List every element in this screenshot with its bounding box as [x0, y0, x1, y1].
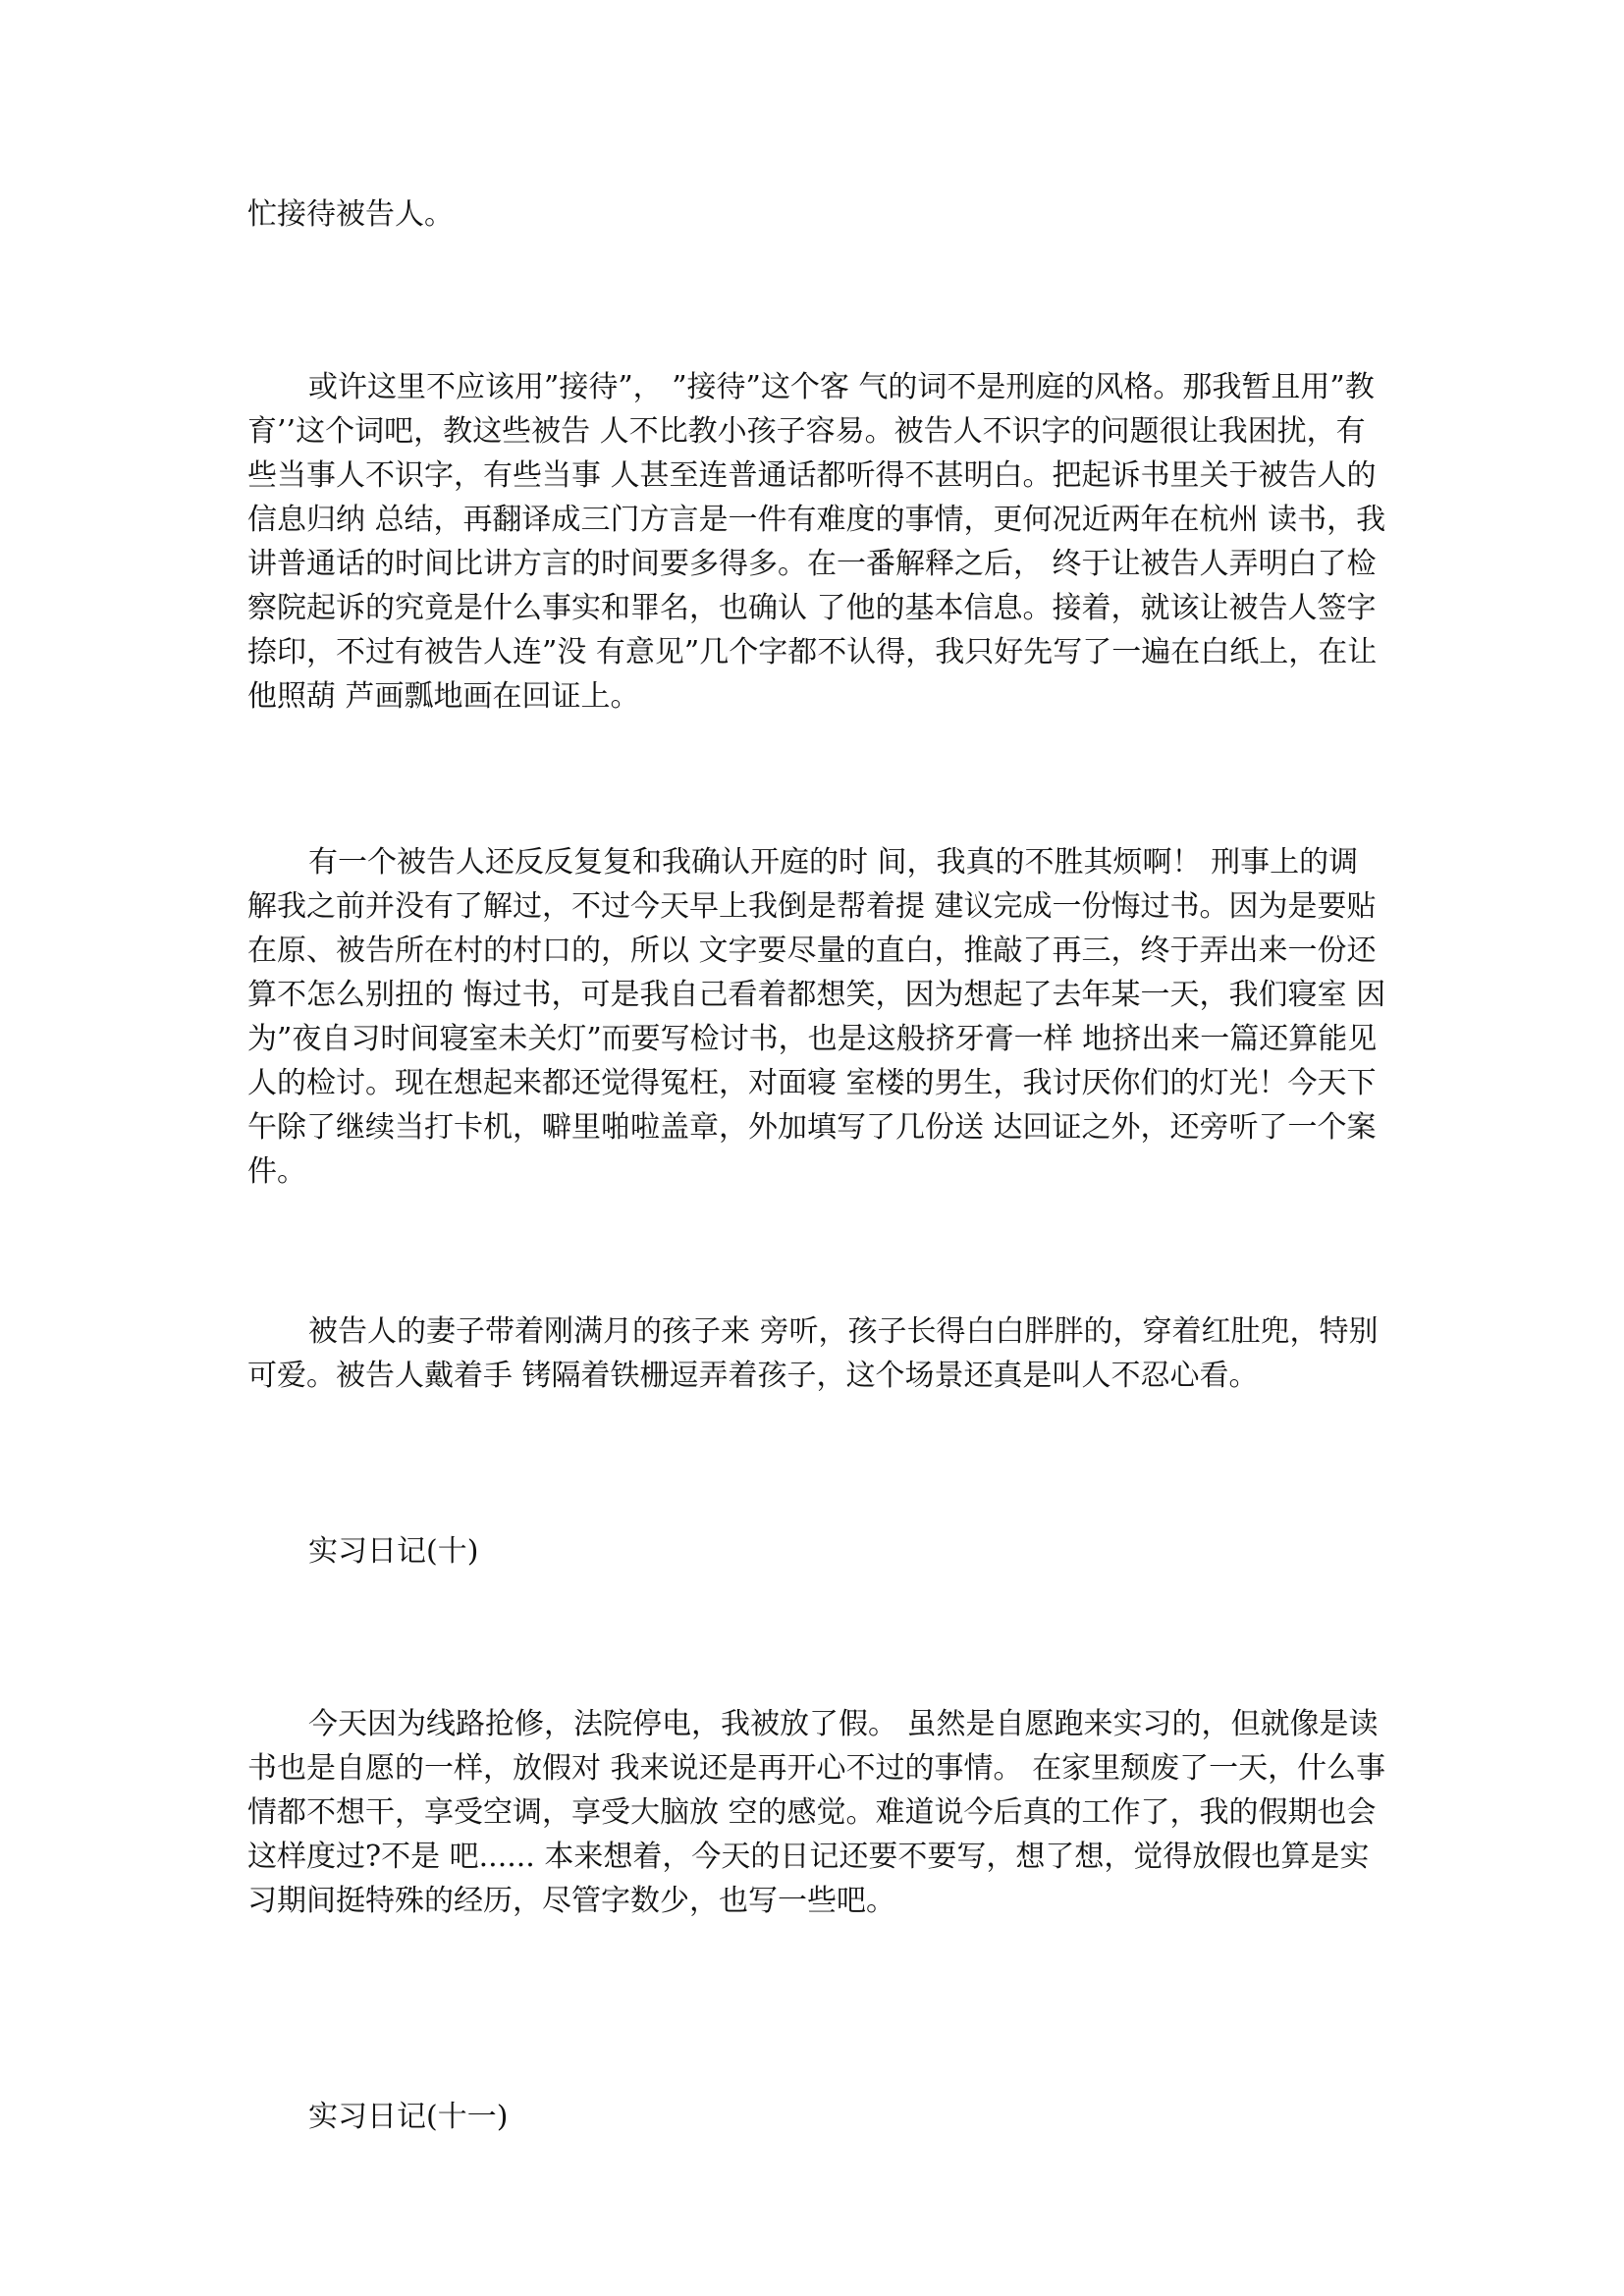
paragraph-1: 忙接待被告人。 — [247, 197, 454, 232]
paragraph-2: 或许这里不应该用”接待”， ”接待”这个客 气的词不是刑庭的风格。那我暂且用”教育’’这个词吧，教这些被告 人不比教小孩子容易。被告人不识字的问题很让我困扰，有些当事人不识字，有些当事 人甚至连普通话都听得不甚明白。把起诉书里关于被告人的信息归纳 总结，再翻译成三门方言是一件有难度的事情，更何况近两年在杭州 读书，我讲普通话的时间比讲方言的时间要多得多。在一番解释之后， 终于让被告人弄明白了检察院起诉的究竟是什么事实和罪名，也确认 了他的基本信息。接着，就该让被告人签字捺印，不过有被告人连”没 有意见”几个字都不认得，我只好先写了一遍在白纸上，在让他照葫 芦画瓢地画在回证上。 — [247, 370, 1386, 714]
section-heading-11: 实习日记(十一) — [308, 2100, 509, 2134]
paragraph-4: 被告人的妻子带着刚满月的孩子来 旁听，孩子长得白白胖胖的，穿着红肚兜，特别可爱。被告人戴着手 铐隔着铁栅逗弄着孩子，这个场景还真是叫人不忍心看。 — [247, 1314, 1379, 1393]
paragraph-5: 今天因为线路抢修，法院停电，我被放了假。 虽然是自愿跑来实习的，但就像是读书也是自愿的一样，放假对 我来说还是再开心不过的事情。 在家里颓废了一天，什么事情都不想干，享受空调，享受大脑放 空的感觉。难道说今后真的工作了，我的假期也会这样度过?不是 吧...... 本来想着，今天的日记还要不要写，想了想，觉得放假也算是实 习期间挺特殊的经历，尽管字数少，也写一些吧。 — [247, 1707, 1386, 1918]
paragraph-3: 有一个被告人还反反复复和我确认开庭的时 间，我真的不胜其烦啊！ 刑事上的调解我之前并没有了解过，不过今天早上我倒是帮着提 建议完成一份悔过书。因为是要贴在原、被告所在村的村口的，所以 文字要尽量的直白，推敲了再三，终于弄出来一份还算不怎么别扭的 悔过书，可是我自己看着都想笑，因为想起了去年某一天，我们寝室 因为”夜自习时间寝室未关灯”而要写检讨书，也是这般挤牙膏一样 地挤出来一篇还算能见人的检讨。现在想起来都还觉得冤枉，对面寝 室楼的男生，我讨厌你们的灯光！今天下午除了继续当打卡机，噼里啪啦盖章，外加填写了几份送 达回证之外，还旁听了一个案件。 — [247, 845, 1386, 1189]
section-heading-10: 实习日记(十) — [308, 1534, 479, 1569]
